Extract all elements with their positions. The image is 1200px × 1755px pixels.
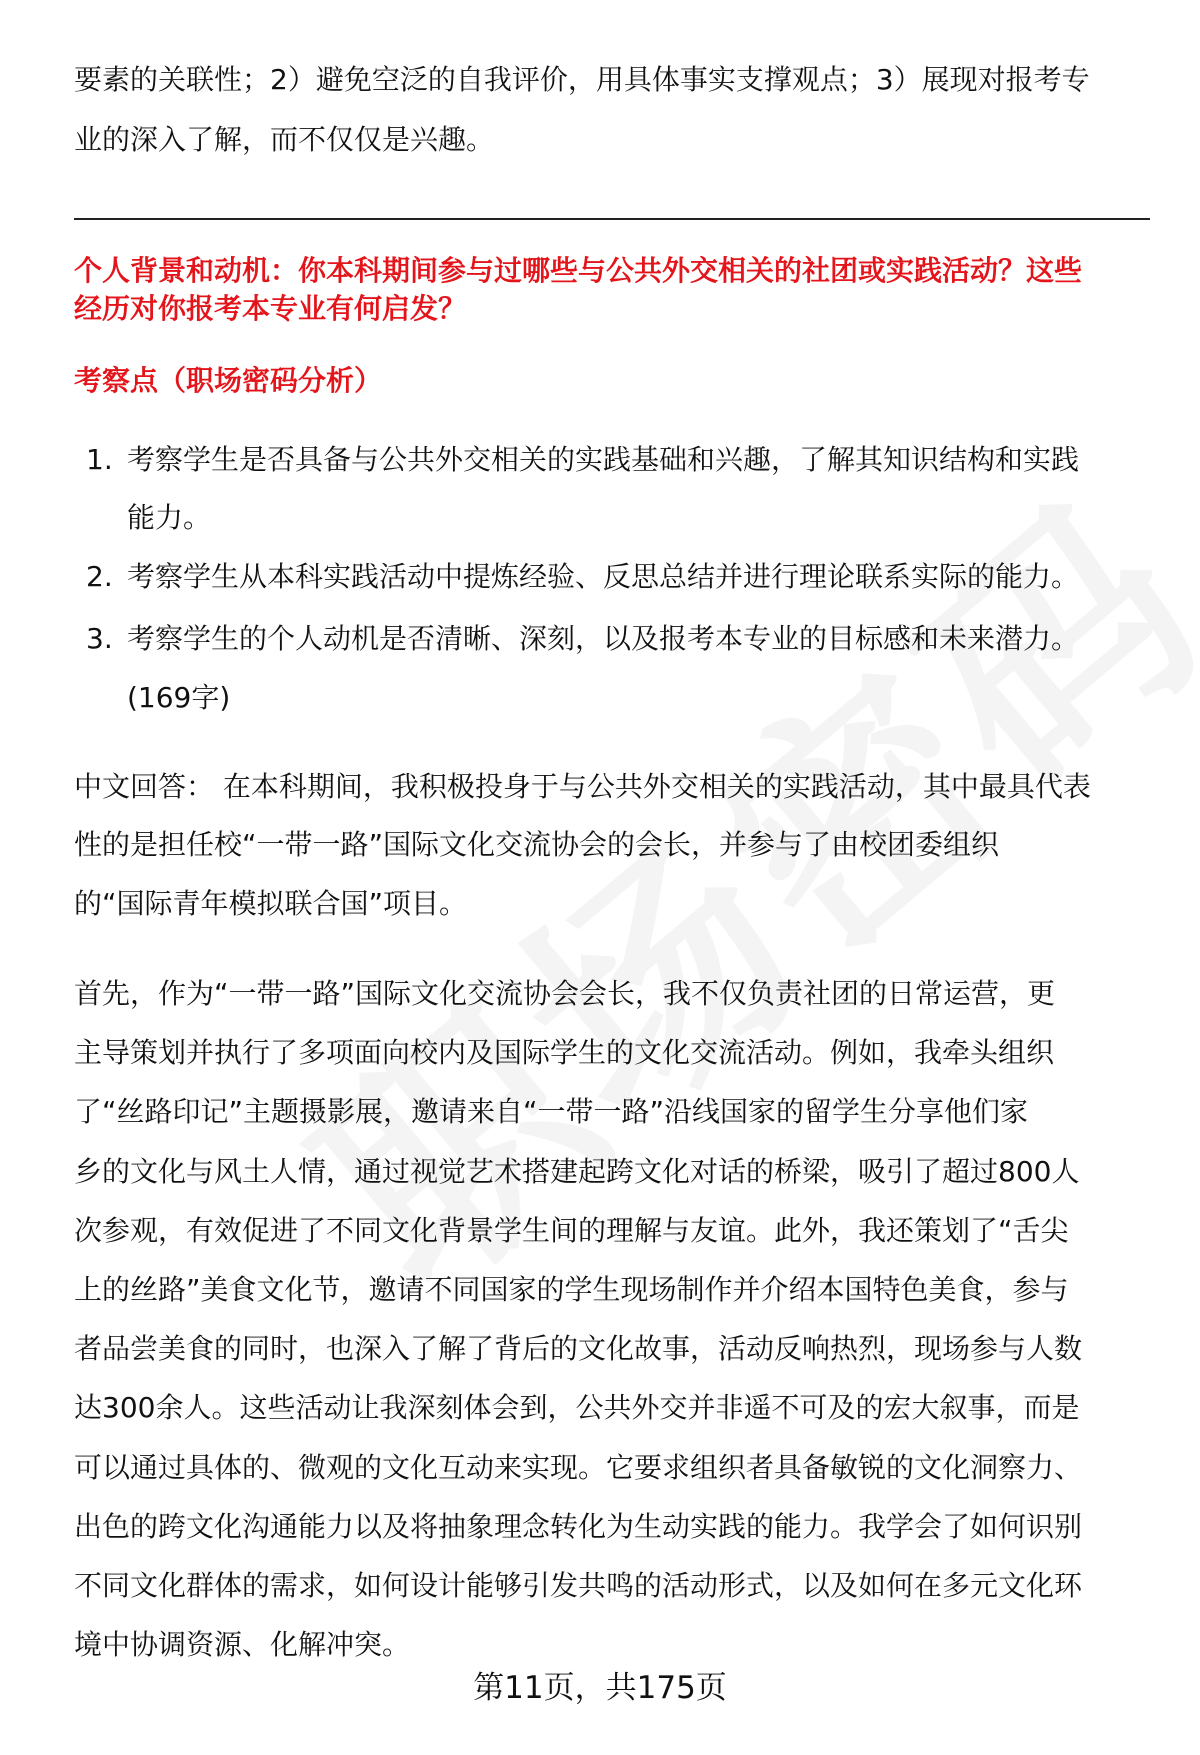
text-line: 中文回答： 在本科期间，我积极投身于与公共外交相关的实践活动，其中最具代表 — [74, 770, 1091, 803]
list-text: 能力。 — [127, 501, 212, 534]
text-line: 性的是担任校“一带一路”国际文化交流协会的会长，并参与了由校团委组织 — [74, 828, 1000, 861]
text-line: 主导策划并执行了多项面向校内及国际学生的文化交流活动。例如，我牵头组织 — [74, 1036, 1055, 1070]
list-number: 2. — [86, 560, 113, 593]
text-line: 次参观，有效促进了不同文化背景学生间的理解与友谊。此外，我还策划了“舌尖 — [74, 1213, 1069, 1247]
divider — [74, 218, 1150, 220]
list-number: 3. — [86, 622, 113, 655]
text-line: 要素的关联性；2）避免空泛的自我评价，用具体事实支撑观点；3）展现对报考专 — [74, 63, 1090, 96]
text-line: 业的深入了解，而不仅仅是兴趣。 — [74, 123, 495, 156]
text-line: 了“丝路印记”主题摄影展，邀请来自“一带一路”沿线国家的留学生分享他们家 — [74, 1095, 1029, 1129]
text-line: 上的丝路”美食文化节，邀请不同国家的学生现场制作并介绍本国特色美食，参与 — [74, 1273, 1069, 1306]
text-line: 首先，作为“一带一路”国际文化交流协会会长，我不仅负责社团的日常运营，更 — [74, 977, 1056, 1010]
text-line: 的“国际青年模拟联合国”项目。 — [74, 887, 468, 920]
question-line: 个人背景和动机：你本科期间参与过哪些与公共外交相关的社团或实践活动？这些 — [74, 254, 1083, 287]
list-text: 考察学生从本科实践活动中提炼经验、反思总结并进行理论联系实际的能力。 — [127, 560, 1080, 593]
text-line: 出色的跨文化沟通能力以及将抽象理念转化为生动实践的能力。我学会了如何识别 — [74, 1509, 1083, 1543]
page-footer: 第11页，共175页 — [473, 1670, 727, 1706]
list-text: 考察学生的个人动机是否清晰、深刻，以及报考本专业的目标感和未来潜力。 — [127, 622, 1080, 655]
text-line: 不同文化群体的需求，如何设计能够引发共鸣的活动形式，以及如何在多元文化环 — [74, 1569, 1083, 1602]
points-heading: 考察点（职场密码分析） — [74, 364, 383, 397]
text-line: 者品尝美食的同时，也深入了解了背后的文化故事，活动反响热烈，现场参与人数 — [74, 1332, 1083, 1366]
text-line: 达300余人。这些活动让我深刻体会到，公共外交并非遥不可及的宏大叙事，而是 — [74, 1391, 1080, 1425]
text-line: 境中协调资源、化解冲突。 — [74, 1628, 411, 1662]
list-text: 考察学生是否具备与公共外交相关的实践基础和兴趣，了解其知识结构和实践 — [127, 443, 1080, 476]
text-line: 乡的文化与风土人情，通过视觉艺术搭建起跨文化对话的桥梁，吸引了超过800人 — [74, 1154, 1080, 1188]
text-line: 可以通过具体的、微观的文化互动来实现。它要求组织者具备敏锐的文化洞察力、 — [74, 1450, 1083, 1484]
question-line: 经历对你报考本专业有何启发？ — [74, 292, 467, 325]
watermark — [236, 408, 1200, 1352]
list-text: (169字) — [127, 681, 231, 714]
list-number: 1. — [86, 443, 113, 476]
